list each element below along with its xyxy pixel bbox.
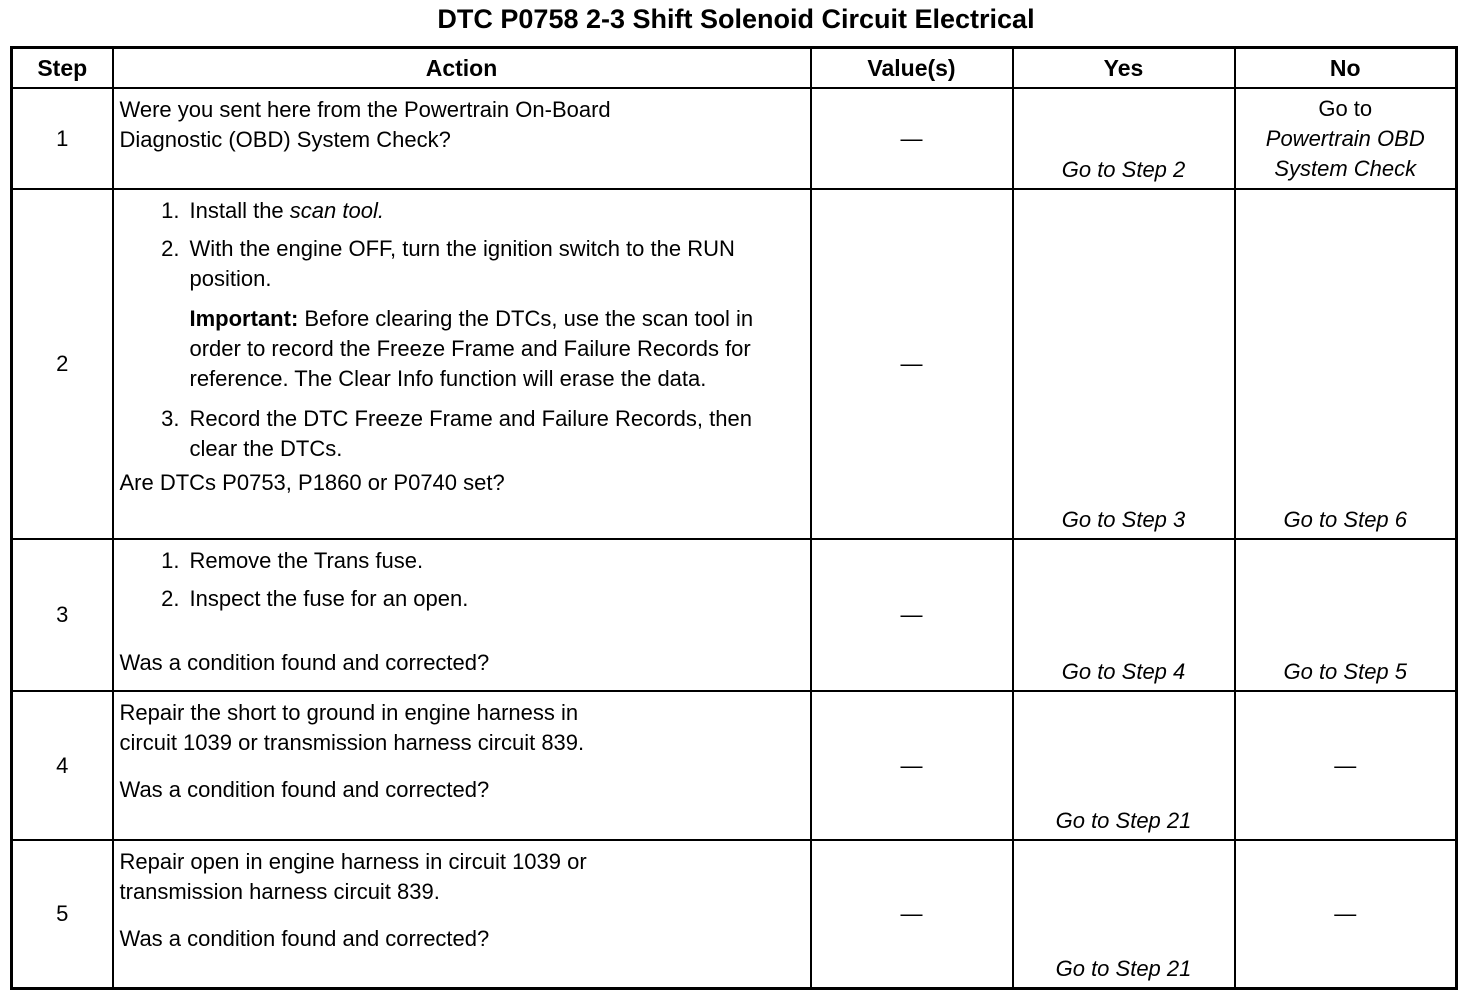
action-question: Was a condition found and corrected? bbox=[119, 650, 490, 675]
no-link[interactable]: Powertrain OBD bbox=[1265, 125, 1425, 151]
action-cell bbox=[113, 539, 811, 691]
yes-link[interactable]: Go to Step 4 bbox=[1013, 539, 1235, 691]
list-item: 2. With the engine OFF, turn the ignition switch to the RUN position. bbox=[161, 236, 735, 291]
scan-tool-term: scan tool. bbox=[289, 198, 384, 223]
no-cell bbox=[1235, 88, 1457, 189]
table-row bbox=[12, 88, 1457, 189]
action-cell bbox=[113, 189, 811, 539]
action-cell bbox=[113, 691, 811, 840]
header-yes: Yes bbox=[1013, 48, 1235, 89]
step-number: 4 bbox=[12, 691, 113, 840]
action-cell bbox=[113, 88, 811, 189]
page-title: DTC P0758 2-3 Shift Solenoid Circuit Electrical bbox=[437, 4, 1035, 34]
value-cell: — bbox=[811, 840, 1013, 988]
step-number: 2 bbox=[12, 189, 113, 539]
action-question: Was a condition found and corrected? bbox=[119, 777, 490, 802]
diagnostic-table bbox=[10, 46, 1458, 990]
value-cell: — bbox=[811, 539, 1013, 691]
action-text: circuit 1039 or transmission harness circuit 839. bbox=[119, 730, 585, 755]
yes-link[interactable]: Go to Step 21 bbox=[1013, 691, 1235, 840]
step-number: 3 bbox=[12, 539, 113, 691]
table-row bbox=[12, 691, 1457, 840]
list-item: 1. Install the scan tool. bbox=[161, 198, 384, 223]
no-prefix: Go to bbox=[1318, 95, 1373, 121]
action-text: Repair the short to ground in engine harness in bbox=[119, 700, 579, 725]
important-note: Important: Before clearing the DTCs, use the scan tool in order to record the Freeze Frame and Failure Records for reference. The Clear Info function will erase the data. bbox=[189, 306, 754, 391]
action-text: Were you sent here from the Powertrain On-Board bbox=[119, 97, 611, 122]
value-cell: — bbox=[811, 88, 1013, 189]
no-cell: — bbox=[1235, 691, 1457, 840]
list-item: 2. Inspect the fuse for an open. bbox=[161, 586, 469, 611]
step-number: 5 bbox=[12, 840, 113, 988]
action-question: Was a condition found and corrected? bbox=[119, 926, 490, 951]
yes-link[interactable]: Go to Step 3 bbox=[1013, 189, 1235, 539]
header-no: No bbox=[1235, 48, 1457, 89]
action-text: Repair open in engine harness in circuit 1039 or bbox=[119, 849, 587, 874]
table-row bbox=[12, 539, 1457, 691]
header-row bbox=[12, 48, 1457, 89]
table-row bbox=[12, 189, 1457, 539]
value-cell: — bbox=[811, 189, 1013, 539]
yes-link[interactable]: Go to Step 2 bbox=[1013, 88, 1235, 189]
list-item: 1. Remove the Trans fuse. bbox=[161, 548, 424, 573]
yes-link[interactable]: Go to Step 21 bbox=[1013, 840, 1235, 988]
header-step: Step bbox=[12, 48, 113, 89]
no-link[interactable]: System Check bbox=[1274, 155, 1417, 181]
list-item: 3. Record the DTC Freeze Frame and Failure Records, then clear the DTCs. bbox=[161, 406, 752, 461]
no-link[interactable]: Go to Step 5 bbox=[1235, 539, 1457, 691]
action-text: transmission harness circuit 839. bbox=[119, 879, 440, 904]
action-cell bbox=[113, 840, 811, 988]
header-action: Action bbox=[113, 48, 811, 89]
value-cell: — bbox=[811, 691, 1013, 840]
no-link[interactable]: Go to Step 6 bbox=[1235, 189, 1457, 539]
action-text: Diagnostic (OBD) System Check? bbox=[119, 127, 451, 152]
table-row bbox=[12, 840, 1457, 988]
header-values: Value(s) bbox=[811, 48, 1013, 89]
action-question: Are DTCs P0753, P1860 or P0740 set? bbox=[119, 470, 505, 495]
no-cell: — bbox=[1235, 840, 1457, 988]
step-number: 1 bbox=[12, 88, 113, 189]
